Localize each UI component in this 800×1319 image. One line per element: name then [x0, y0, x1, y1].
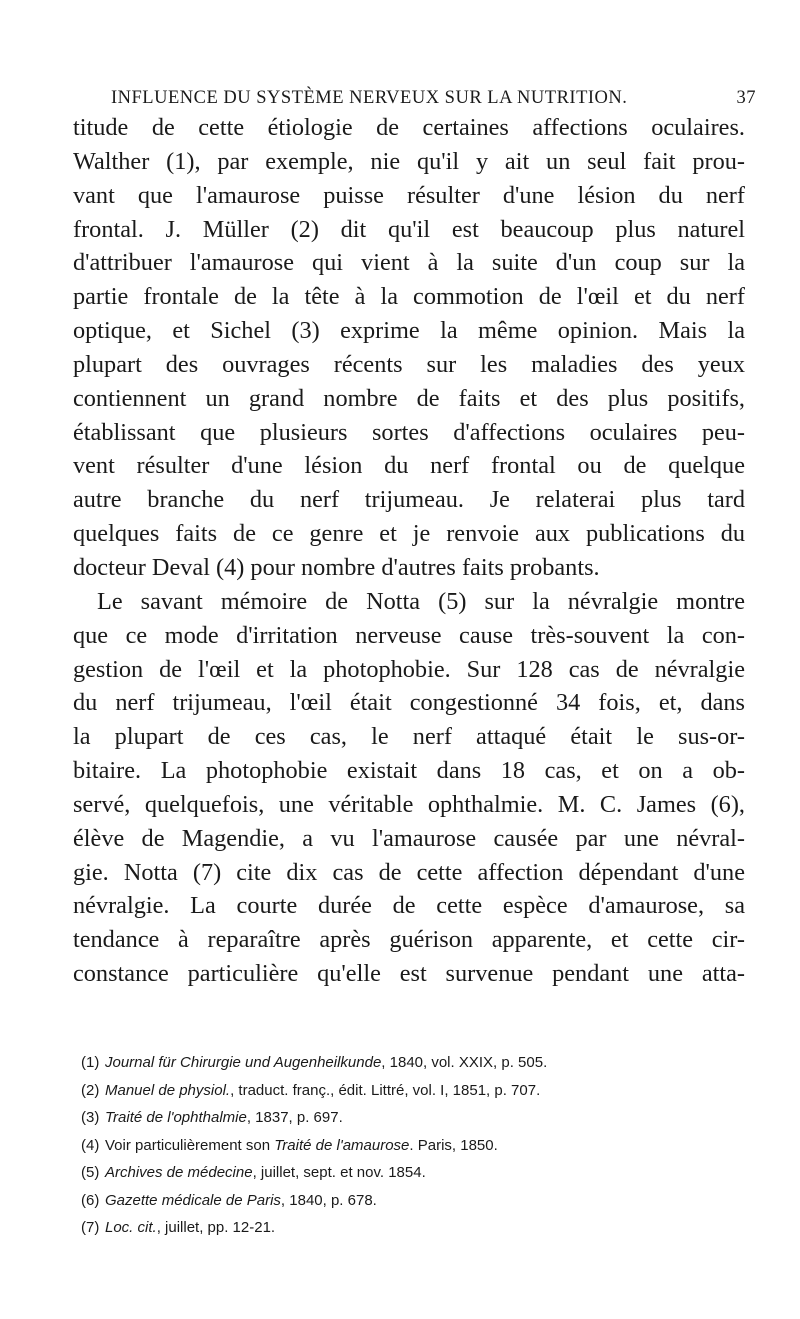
text-line: contiennent un grand nombre de faits et des plus positifs,: [73, 384, 745, 412]
text-line: gie. Notta (7) cite dix cas de cette affection dépendant d'une: [73, 858, 745, 886]
footnote-label: (5): [81, 1164, 100, 1181]
footnote-detail: , juillet, pp. 12-21.: [156, 1219, 276, 1236]
footnote-title: Gazette médicale de Paris: [105, 1191, 281, 1209]
text-line: que ce mode d'irritation nerveuse cause très-souvent la con-: [73, 621, 745, 649]
text-line: névralgie. La courte durée de cette espèce d'amaurose, sa: [73, 892, 745, 920]
text-line: servé, quelquefois, une véritable ophthalmie. M. C. James (6),: [73, 790, 745, 818]
footnote: [81, 1132, 741, 1160]
text-line: Le savant mémoire de Notta (5) sur la névralgie montre: [97, 587, 745, 615]
footnote-label: (2): [81, 1081, 100, 1099]
footnote: [81, 1049, 741, 1077]
footnote-label: (7): [81, 1219, 100, 1236]
footnote: [81, 1187, 741, 1215]
text-line: tendance à reparaître après guérison apparente, et cette cir-: [73, 926, 745, 954]
text-line: établissant que plusieurs sortes d'affections oculaires peu-: [73, 418, 745, 446]
footnote-title: Traité de l'ophthalmie: [105, 1109, 247, 1126]
footnote-detail: , traduct. franç., édit. Littré, vol. I, 1851, p. 707.: [230, 1081, 541, 1099]
footnote: [81, 1077, 741, 1105]
text-line: quelques faits de ce genre et je renvoie aux publications du: [73, 520, 745, 548]
footnote-title: Archives de médecine: [105, 1164, 253, 1181]
footnote-title: Loc. cit.: [105, 1219, 157, 1236]
text-line: vant que l'amaurose puisse résulter d'une lésion du nerf: [73, 181, 745, 209]
footnote-detail: . Paris, 1850.: [409, 1136, 498, 1154]
footnote-detail: , 1840, p. 678.: [280, 1191, 377, 1209]
text-line: gestion de l'œil et la photophobie. Sur 128 cas de névralgie: [73, 655, 745, 683]
footnote: [81, 1104, 741, 1132]
footnotes: [81, 1049, 741, 1242]
footnote-label: (3): [81, 1109, 100, 1126]
text-line: optique, et Sichel (3) exprime la même opinion. Mais la: [73, 317, 745, 345]
body-text: [73, 111, 745, 991]
text-line: titude de cette étiologie de certaines affections oculaires.: [73, 114, 745, 141]
footnote-detail: , juillet, sept. et nov. 1854.: [252, 1164, 426, 1181]
footnote: [81, 1214, 741, 1242]
footnote: [81, 1159, 741, 1187]
running-title: INFLUENCE DU SYSTÈME NERVEUX SUR LA NUTRITION.: [111, 88, 628, 108]
text-line: docteur Deval (4) pour nombre d'autres faits probants.: [73, 553, 600, 581]
page-header: [111, 85, 756, 111]
text-line: du nerf trijumeau, l'œil était congestionné 34 fois, et, dans: [73, 689, 745, 717]
text-line: autre branche du nerf trijumeau. Je relaterai plus tard: [73, 486, 745, 514]
text-line: Walther (1), par exemple, nie qu'il y ait un seul fait prou-: [73, 147, 745, 175]
footnote-title: Manuel de physiol.: [105, 1081, 231, 1099]
footnote-detail: , 1837, p. 697.: [246, 1109, 343, 1126]
text-line: bitaire. La photophobie existait dans 18 cas, et on a ob-: [73, 757, 745, 785]
text-line: constance particulière qu'elle est survenue pendant une atta-: [73, 960, 745, 988]
page-number: 37: [736, 88, 756, 108]
text-line: d'attribuer l'amaurose qui vient à la suite d'un coup sur la: [73, 249, 745, 277]
text-line: vent résulter d'une lésion du nerf frontal ou de quelque: [73, 452, 745, 480]
text-line: partie frontale de la tête à la commotion de l'œil et du nerf: [73, 283, 745, 311]
footnote-detail: , 1840, vol. XXIX, p. 505.: [381, 1054, 548, 1071]
text-line: la plupart de ces cas, le nerf attaqué était le sus-or-: [73, 723, 745, 751]
text-line: frontal. J. Müller (2) dit qu'il est beaucoup plus naturel: [73, 215, 745, 243]
footnote-label: (6): [81, 1191, 100, 1209]
text-line: élève de Magendie, a vu l'amaurose causée par une névral-: [73, 824, 745, 852]
footnote-label: (1): [81, 1054, 100, 1071]
text-line: plupart des ouvrages récents sur les maladies des yeux: [73, 350, 745, 378]
footnote-label: (4): [81, 1136, 100, 1154]
footnote-prefix: Voir particulièrement son: [105, 1136, 275, 1154]
footnote-title: Traité de l'amaurose: [274, 1136, 410, 1154]
footnote-title: Journal für Chirurgie und Augenheilkunde: [105, 1054, 382, 1071]
